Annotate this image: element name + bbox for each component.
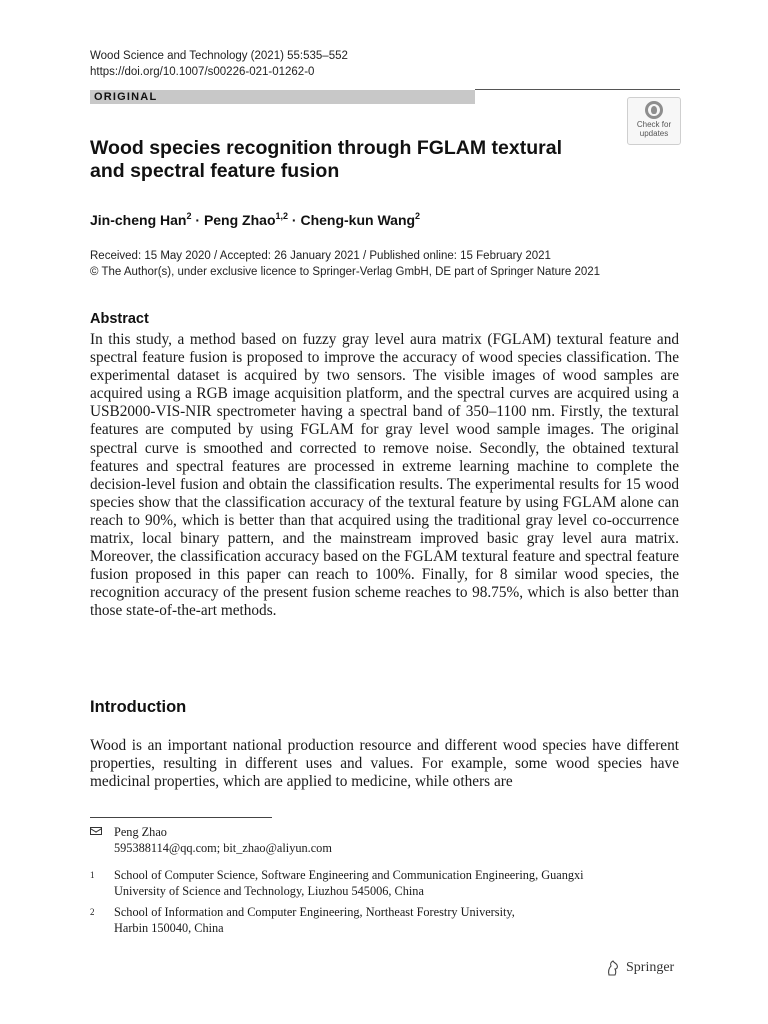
author-separator: ·: [288, 212, 301, 228]
abstract-text: In this study, a method based on fuzzy gray level aura matrix (FGLAM) textural feature and spectral feature fusion is proposed to improve the accuracy of wood species classification. The experimental dataset is acquired by two sensors. The visible images of wood samples are acquired using a RGB image acquisition platform, and the spectral curves are acquired using a USB2000-VIS-NIR spectrometer having a spectral band of 350–1100 nm. Firstly, the textural features are computed by using FGLAM for gray level wood sample images. The original spectral curve is smoothed and corrected to remove noise. Secondly, the obtained textural features and spectral features are processed in extreme learning machine to complete the decision-level fusion and obtain the classification results. The experimental results for 15 wood species show that the classification accuracy of the textural feature by using FGLAM alone can reach to 90%, which is better than that acquired using the traditional gray level co-occurrence matrix, local binary pattern, and the mainstream improved basic gray level aura matrix. Moreover, the classification accuracy based on the FGLAM textural feature and spectral feature fusion proposed in this paper can reach to 100%. Finally, for 8 similar wood species, the recognition accuracy of the present fusion scheme reaches to 98.75%, which is also better than those state-of-the-art methods.: [90, 331, 679, 620]
badge-line2: updates: [639, 129, 669, 138]
affiliation-mark: 2: [90, 907, 95, 917]
introduction-heading: Introduction: [90, 698, 187, 716]
article-type-label: ORIGINAL: [94, 91, 158, 103]
article-type-banner: [90, 90, 475, 104]
abstract-heading: Abstract: [90, 311, 149, 327]
publication-history: [90, 249, 690, 280]
author-name[interactable]: Cheng-kun Wang: [300, 212, 416, 228]
author-name[interactable]: Peng Zhao: [203, 212, 276, 228]
author-affiliation: 1,2: [275, 211, 289, 221]
journal-citation: [90, 49, 348, 80]
affiliation-line: University of Science and Technology, Liuzhou 545006, China: [114, 884, 424, 898]
header-rule: [475, 89, 680, 90]
corresponding-email[interactable]: 595388114@qq.com; bit_zhao@aliyun.com: [114, 841, 332, 855]
envelope-icon: [90, 827, 102, 835]
title-line1: Wood species recognition through FGLAM textural: [90, 137, 562, 159]
copyright-line: © The Author(s), under exclusive licence to Springer-Verlag GmbH, DE part of Springer Nature 2021: [90, 265, 601, 278]
publisher-name: Springer: [626, 960, 675, 975]
author-affiliation: 2: [415, 211, 421, 221]
journal-line: Wood Science and Technology (2021) 55:535–552: [90, 50, 348, 62]
footnote-rule: [90, 817, 272, 818]
doi-link[interactable]: https://doi.org/10.1007/s00226-021-01262-0: [90, 65, 315, 78]
affiliation-line: School of Computer Science, Software Engineering and Communication Engineering, Guangxi: [114, 868, 584, 882]
corresponding-name: Peng Zhao: [114, 825, 167, 839]
bookmark-icon: [645, 101, 663, 119]
introduction-text: Wood is an important national production resource and different wood species have different properties, resulting in different uses and values. For example, some wood species have medicinal properties, which are applied to medicine, while others are: [90, 737, 679, 791]
author-affiliation: 2: [186, 211, 192, 221]
paper-title: [90, 137, 590, 183]
dates-line: Received: 15 May 2020 / Accepted: 26 January 2021 / Published online: 15 February 2021: [90, 250, 551, 262]
springer-horse-icon: [606, 960, 620, 976]
affiliation-line: Harbin 150040, China: [114, 921, 224, 935]
author-separator: ·: [191, 212, 204, 228]
title-line2: and spectral feature fusion: [90, 160, 340, 182]
affiliation-mark: 1: [90, 870, 95, 880]
badge-line1: Check for: [636, 120, 672, 129]
author-list: [90, 207, 420, 229]
check-for-updates-badge[interactable]: [627, 97, 681, 145]
author-name[interactable]: Jin-cheng Han: [90, 212, 187, 228]
affiliation-line: School of Information and Computer Engineering, Northeast Forestry University,: [114, 905, 515, 919]
